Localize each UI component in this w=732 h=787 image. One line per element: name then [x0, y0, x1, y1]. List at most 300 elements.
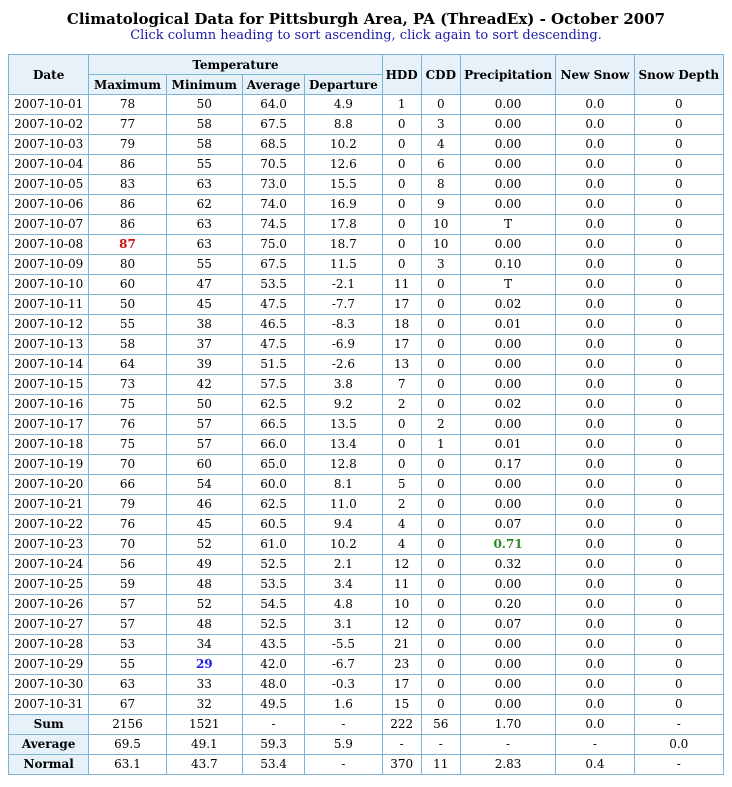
cell-precipitation: 0.00 [460, 355, 555, 375]
cell-average: 48.0 [242, 675, 304, 695]
cell-departure: 17.8 [305, 215, 382, 235]
cell-precipitation: 0.02 [460, 295, 555, 315]
cell-average: 43.5 [242, 635, 304, 655]
departure-column-header[interactable]: Departure [305, 75, 382, 95]
cell-minimum: 50 [166, 395, 242, 415]
cell-cdd: 0 [421, 675, 460, 695]
cdd-column-header[interactable]: CDD [421, 55, 460, 95]
cell-maximum: 53 [89, 635, 166, 655]
cell-cdd: 6 [421, 155, 460, 175]
table-row [9, 95, 724, 115]
cell-hdd: 4 [382, 515, 421, 535]
cell-maximum: 58 [89, 335, 166, 355]
cell-precipitation: T [460, 215, 555, 235]
cell-date: 2007-10-14 [9, 355, 89, 375]
cell-snow-depth: 0 [634, 535, 723, 555]
cell-cdd: 3 [421, 255, 460, 275]
cell-new-snow: 0.0 [556, 235, 634, 255]
cell-departure: 3.4 [305, 575, 382, 595]
cell-cdd: 0 [421, 455, 460, 475]
table-body [9, 95, 724, 775]
maximum-column-header[interactable]: Maximum [89, 75, 166, 95]
table-row [9, 575, 724, 595]
cell-minimum: 49 [166, 555, 242, 575]
cell-hdd: 370 [382, 755, 421, 775]
cell-average: 65.0 [242, 455, 304, 475]
cell-departure: -6.9 [305, 335, 382, 355]
cell-date: 2007-10-20 [9, 475, 89, 495]
cell-cdd: 0 [421, 595, 460, 615]
cell-date: 2007-10-26 [9, 595, 89, 615]
cell-hdd: 222 [382, 715, 421, 735]
cell-minimum: 45 [166, 515, 242, 535]
cell-snow-depth: 0 [634, 335, 723, 355]
cell-hdd: 17 [382, 295, 421, 315]
cell-precipitation: 0.00 [460, 335, 555, 355]
cell-date: 2007-10-29 [9, 655, 89, 675]
cell-hdd: 7 [382, 375, 421, 395]
normal-row [9, 755, 724, 775]
cell-minimum: 57 [166, 415, 242, 435]
cell-precipitation: - [460, 735, 555, 755]
cell-departure: -8.3 [305, 315, 382, 335]
cell-new-snow: 0.0 [556, 115, 634, 135]
cell-cdd: 0 [421, 275, 460, 295]
cell-average: 47.5 [242, 335, 304, 355]
cell-maximum: 63 [89, 675, 166, 695]
cell-cdd: 9 [421, 195, 460, 215]
table-row [9, 215, 724, 235]
cell-hdd: 0 [382, 255, 421, 275]
cell-average: 51.5 [242, 355, 304, 375]
cell-maximum: 87 [89, 235, 166, 255]
cell-minimum: 63 [166, 215, 242, 235]
table-row [9, 695, 724, 715]
cell-date: 2007-10-16 [9, 395, 89, 415]
cell-new-snow: 0.0 [556, 575, 634, 595]
cell-hdd: 0 [382, 455, 421, 475]
cell-hdd: 13 [382, 355, 421, 375]
cell-new-snow: 0.0 [556, 195, 634, 215]
cell-precipitation: 0.00 [460, 655, 555, 675]
cell-hdd: 2 [382, 395, 421, 415]
cell-average: 52.5 [242, 555, 304, 575]
cell-departure: -0.3 [305, 675, 382, 695]
cell-average: 62.5 [242, 495, 304, 515]
cell-departure: -2.1 [305, 275, 382, 295]
cell-average: 61.0 [242, 535, 304, 555]
cell-snow-depth: 0 [634, 275, 723, 295]
cell-hdd: 0 [382, 215, 421, 235]
cell-cdd: 0 [421, 695, 460, 715]
summary-label: Sum [9, 715, 89, 735]
cell-departure: 18.7 [305, 235, 382, 255]
cell-departure: -6.7 [305, 655, 382, 675]
cell-average: 68.5 [242, 135, 304, 155]
cell-new-snow: 0.0 [556, 135, 634, 155]
cell-minimum: 60 [166, 455, 242, 475]
cell-minimum: 52 [166, 595, 242, 615]
cell-average: 57.5 [242, 375, 304, 395]
cell-precipitation: 0.00 [460, 415, 555, 435]
cell-departure: 11.5 [305, 255, 382, 275]
cell-snow-depth: 0 [634, 675, 723, 695]
cell-average: 53.5 [242, 575, 304, 595]
cell-date: 2007-10-02 [9, 115, 89, 135]
cell-snow-depth: 0 [634, 455, 723, 475]
page-title: Climatological Data for Pittsburgh Area, PA (ThreadEx) - October 2007 [66, 10, 666, 28]
cell-precipitation: 0.17 [460, 455, 555, 475]
cell-precipitation: 0.00 [460, 155, 555, 175]
cell-maximum: 79 [89, 495, 166, 515]
cell-new-snow: 0.0 [556, 455, 634, 475]
cell-average: 60.5 [242, 515, 304, 535]
cell-average: 53.4 [242, 755, 304, 775]
cell-date: 2007-10-08 [9, 235, 89, 255]
table-row [9, 335, 724, 355]
cell-cdd: 3 [421, 115, 460, 135]
cell-snow-depth: 0 [634, 515, 723, 535]
cell-new-snow: 0.0 [556, 615, 634, 635]
cell-snow-depth: 0 [634, 115, 723, 135]
cell-minimum: 1521 [166, 715, 242, 735]
cell-snow-depth: 0 [634, 315, 723, 335]
cell-new-snow: 0.0 [556, 475, 634, 495]
cell-new-snow: 0.0 [556, 375, 634, 395]
cell-maximum: 80 [89, 255, 166, 275]
cell-maximum: 69.5 [89, 735, 166, 755]
cell-average: 62.5 [242, 395, 304, 415]
cell-cdd: 4 [421, 135, 460, 155]
precipitation-column-header[interactable]: Precipitation [460, 55, 555, 95]
cell-new-snow: 0.0 [556, 315, 634, 335]
cell-new-snow: 0.0 [556, 335, 634, 355]
cell-minimum: 33 [166, 675, 242, 695]
hdd-column-header[interactable]: HDD [382, 55, 421, 95]
cell-average: 74.5 [242, 215, 304, 235]
cell-minimum: 38 [166, 315, 242, 335]
cell-date: 2007-10-03 [9, 135, 89, 155]
cell-average: 66.5 [242, 415, 304, 435]
cell-maximum: 57 [89, 595, 166, 615]
cell-maximum: 55 [89, 315, 166, 335]
cell-departure: 10.2 [305, 535, 382, 555]
cell-minimum: 58 [166, 135, 242, 155]
cell-average: 60.0 [242, 475, 304, 495]
cell-maximum: 63.1 [89, 755, 166, 775]
cell-hdd: 0 [382, 135, 421, 155]
table-row [9, 415, 724, 435]
cell-departure: - [305, 715, 382, 735]
cell-minimum: 29 [166, 655, 242, 675]
cell-hdd: 17 [382, 675, 421, 695]
average-column-header[interactable]: Average [242, 75, 304, 95]
cell-snow-depth: 0 [634, 695, 723, 715]
cell-snow-depth: 0 [634, 635, 723, 655]
table-row [9, 135, 724, 155]
cell-average: 73.0 [242, 175, 304, 195]
cell-minimum: 49.1 [166, 735, 242, 755]
cell-hdd: 0 [382, 155, 421, 175]
cell-departure: 3.8 [305, 375, 382, 395]
cell-new-snow: 0.0 [556, 215, 634, 235]
cell-new-snow: 0.0 [556, 515, 634, 535]
table-row [9, 655, 724, 675]
cell-minimum: 55 [166, 155, 242, 175]
cell-departure: 8.1 [305, 475, 382, 495]
table-row [9, 395, 724, 415]
sort-instructions: Click column heading to sort ascending, click again to sort descending. [130, 28, 602, 43]
cell-snow-depth: 0 [634, 195, 723, 215]
cell-new-snow: 0.0 [556, 395, 634, 415]
cell-minimum: 54 [166, 475, 242, 495]
cell-average: 64.0 [242, 95, 304, 115]
cell-minimum: 50 [166, 95, 242, 115]
cell-snow-depth: 0 [634, 435, 723, 455]
summary-label: Normal [9, 755, 89, 775]
cell-cdd: 10 [421, 215, 460, 235]
cell-date: 2007-10-23 [9, 535, 89, 555]
cell-precipitation: 0.07 [460, 615, 555, 635]
cell-departure: -5.5 [305, 635, 382, 655]
temperature-group-header: Temperature [89, 55, 382, 75]
cell-hdd: 21 [382, 635, 421, 655]
cell-precipitation: 0.01 [460, 315, 555, 335]
cell-cdd: 56 [421, 715, 460, 735]
cell-precipitation: 0.00 [460, 695, 555, 715]
sum-row [9, 715, 724, 735]
cell-maximum: 75 [89, 395, 166, 415]
table-row [9, 615, 724, 635]
cell-snow-depth: 0 [634, 355, 723, 375]
snow-depth-column-header[interactable]: Snow Depth [634, 55, 723, 95]
cell-minimum: 52 [166, 535, 242, 555]
cell-hdd: 4 [382, 535, 421, 555]
table-row [9, 595, 724, 615]
cell-minimum: 58 [166, 115, 242, 135]
cell-cdd: 0 [421, 395, 460, 415]
cell-departure: 10.2 [305, 135, 382, 155]
table-row [9, 175, 724, 195]
cell-hdd: 0 [382, 115, 421, 135]
cell-departure: -7.7 [305, 295, 382, 315]
cell-maximum: 70 [89, 535, 166, 555]
cell-maximum: 75 [89, 435, 166, 455]
cell-snow-depth: - [634, 715, 723, 735]
cell-cdd: - [421, 735, 460, 755]
cell-date: 2007-10-07 [9, 215, 89, 235]
cell-hdd: 0 [382, 195, 421, 215]
cell-hdd: 18 [382, 315, 421, 335]
cell-maximum: 86 [89, 195, 166, 215]
cell-precipitation: 0.00 [460, 675, 555, 695]
cell-precipitation: 0.00 [460, 175, 555, 195]
cell-minimum: 55 [166, 255, 242, 275]
cell-minimum: 45 [166, 295, 242, 315]
cell-departure: 4.9 [305, 95, 382, 115]
cell-date: 2007-10-21 [9, 495, 89, 515]
cell-precipitation: 0.01 [460, 435, 555, 455]
cell-maximum: 83 [89, 175, 166, 195]
cell-precipitation: 0.07 [460, 515, 555, 535]
cell-maximum: 86 [89, 155, 166, 175]
cell-average: 42.0 [242, 655, 304, 675]
cell-snow-depth: 0 [634, 295, 723, 315]
cell-average: 59.3 [242, 735, 304, 755]
cell-hdd: 0 [382, 415, 421, 435]
cell-maximum: 55 [89, 655, 166, 675]
cell-departure: 8.8 [305, 115, 382, 135]
table-row [9, 535, 724, 555]
cell-date: 2007-10-24 [9, 555, 89, 575]
cell-new-snow: 0.0 [556, 635, 634, 655]
cell-snow-depth: 0 [634, 235, 723, 255]
cell-precipitation: 1.70 [460, 715, 555, 735]
cell-departure: 16.9 [305, 195, 382, 215]
cell-date: 2007-10-19 [9, 455, 89, 475]
average-row [9, 735, 724, 755]
cell-date: 2007-10-30 [9, 675, 89, 695]
cell-hdd: 10 [382, 595, 421, 615]
cell-new-snow: 0.0 [556, 275, 634, 295]
cell-maximum: 2156 [89, 715, 166, 735]
cell-average: 67.5 [242, 255, 304, 275]
cell-departure: - [305, 755, 382, 775]
cell-date: 2007-10-15 [9, 375, 89, 395]
cell-new-snow: 0.0 [556, 95, 634, 115]
table-row [9, 115, 724, 135]
cell-minimum: 32 [166, 695, 242, 715]
cell-precipitation: 0.00 [460, 235, 555, 255]
cell-departure: 12.8 [305, 455, 382, 475]
cell-cdd: 0 [421, 375, 460, 395]
cell-precipitation: T [460, 275, 555, 295]
cell-cdd: 0 [421, 535, 460, 555]
cell-maximum: 78 [89, 95, 166, 115]
cell-precipitation: 0.00 [460, 495, 555, 515]
table-row [9, 255, 724, 275]
cell-precipitation: 0.00 [460, 635, 555, 655]
cell-minimum: 62 [166, 195, 242, 215]
cell-precipitation: 2.83 [460, 755, 555, 775]
cell-departure: 4.8 [305, 595, 382, 615]
cell-precipitation: 0.02 [460, 395, 555, 415]
cell-precipitation: 0.00 [460, 575, 555, 595]
cell-maximum: 79 [89, 135, 166, 155]
cell-hdd: 12 [382, 615, 421, 635]
cell-hdd: 0 [382, 175, 421, 195]
table-row [9, 315, 724, 335]
cell-snow-depth: 0 [634, 135, 723, 155]
table-row [9, 455, 724, 475]
cell-hdd: 17 [382, 335, 421, 355]
cell-cdd: 0 [421, 635, 460, 655]
table-row [9, 635, 724, 655]
cell-date: 2007-10-06 [9, 195, 89, 215]
cell-date: 2007-10-17 [9, 415, 89, 435]
cell-snow-depth: 0.0 [634, 735, 723, 755]
cell-maximum: 64 [89, 355, 166, 375]
date-column-header[interactable]: Date [9, 55, 89, 95]
cell-average: - [242, 715, 304, 735]
cell-date: 2007-10-31 [9, 695, 89, 715]
cell-date: 2007-10-11 [9, 295, 89, 315]
new-snow-column-header[interactable]: New Snow [556, 55, 634, 95]
cell-hdd: 12 [382, 555, 421, 575]
cell-cdd: 0 [421, 335, 460, 355]
cell-departure: 2.1 [305, 555, 382, 575]
cell-hdd: 15 [382, 695, 421, 715]
cell-maximum: 59 [89, 575, 166, 595]
cell-new-snow: 0.0 [556, 175, 634, 195]
cell-precipitation: 0.00 [460, 375, 555, 395]
cell-minimum: 39 [166, 355, 242, 375]
cell-hdd: 5 [382, 475, 421, 495]
cell-minimum: 34 [166, 635, 242, 655]
cell-maximum: 50 [89, 295, 166, 315]
cell-new-snow: 0.0 [556, 155, 634, 175]
cell-hdd: 0 [382, 235, 421, 255]
table-row [9, 495, 724, 515]
cell-departure: 5.9 [305, 735, 382, 755]
cell-cdd: 2 [421, 415, 460, 435]
cell-maximum: 67 [89, 695, 166, 715]
cell-departure: 9.4 [305, 515, 382, 535]
cell-snow-depth: 0 [634, 575, 723, 595]
cell-hdd: 11 [382, 275, 421, 295]
cell-hdd: 23 [382, 655, 421, 675]
cell-snow-depth: 0 [634, 375, 723, 395]
cell-date: 2007-10-09 [9, 255, 89, 275]
cell-precipitation: 0.20 [460, 595, 555, 615]
cell-cdd: 0 [421, 555, 460, 575]
minimum-column-header[interactable]: Minimum [166, 75, 242, 95]
table-row [9, 155, 724, 175]
cell-hdd: 1 [382, 95, 421, 115]
cell-new-snow: 0.0 [556, 295, 634, 315]
cell-new-snow: 0.4 [556, 755, 634, 775]
cell-average: 53.5 [242, 275, 304, 295]
table-row [9, 375, 724, 395]
cell-minimum: 43.7 [166, 755, 242, 775]
table-row [9, 475, 724, 495]
cell-cdd: 10 [421, 235, 460, 255]
cell-date: 2007-10-22 [9, 515, 89, 535]
cell-precipitation: 0.10 [460, 255, 555, 275]
cell-new-snow: 0.0 [556, 655, 634, 675]
cell-cdd: 0 [421, 295, 460, 315]
cell-snow-depth: 0 [634, 415, 723, 435]
summary-label: Average [9, 735, 89, 755]
cell-minimum: 63 [166, 175, 242, 195]
cell-new-snow: 0.0 [556, 255, 634, 275]
cell-maximum: 57 [89, 615, 166, 635]
cell-cdd: 11 [421, 755, 460, 775]
cell-snow-depth: 0 [634, 595, 723, 615]
cell-precipitation: 0.00 [460, 95, 555, 115]
cell-maximum: 77 [89, 115, 166, 135]
climate-data-table [8, 54, 724, 775]
cell-snow-depth: - [634, 755, 723, 775]
cell-new-snow: 0.0 [556, 435, 634, 455]
cell-minimum: 46 [166, 495, 242, 515]
cell-minimum: 47 [166, 275, 242, 295]
table-row [9, 275, 724, 295]
cell-departure: 3.1 [305, 615, 382, 635]
cell-average: 74.0 [242, 195, 304, 215]
cell-departure: 9.2 [305, 395, 382, 415]
cell-maximum: 56 [89, 555, 166, 575]
